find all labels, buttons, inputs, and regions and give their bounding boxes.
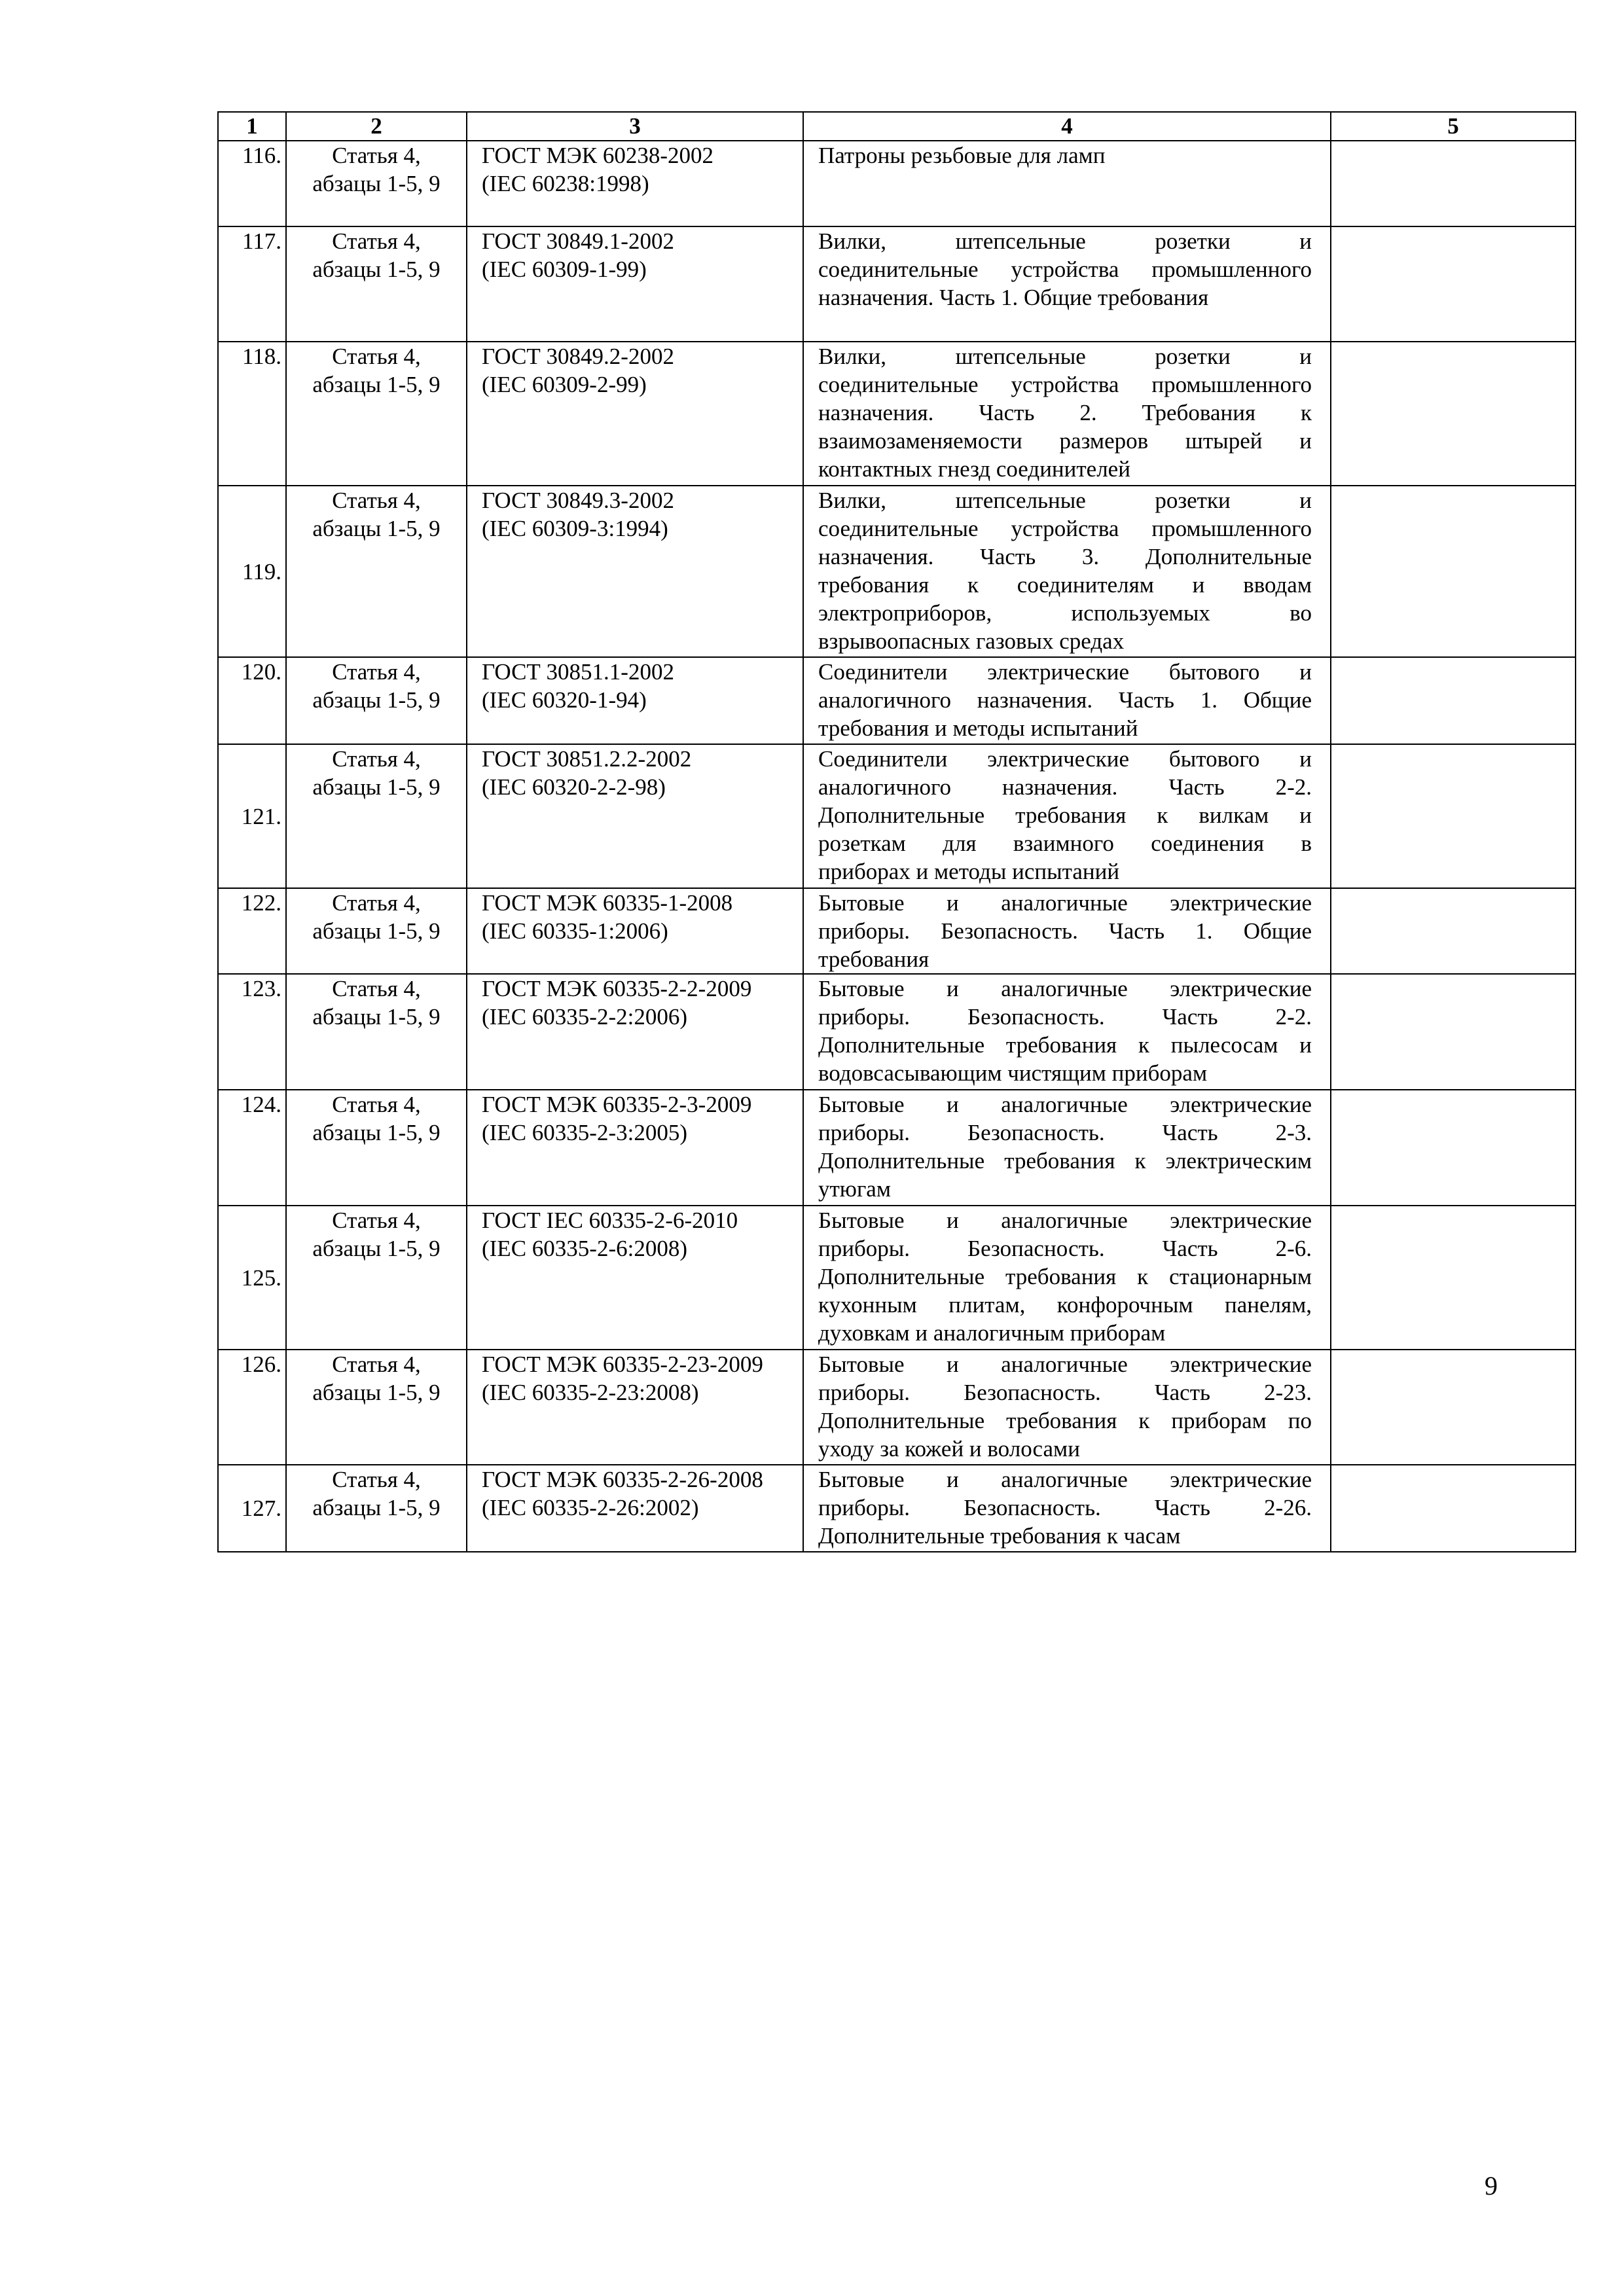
table-row: [218, 226, 1576, 342]
cell-line: Статья 4,: [332, 1352, 421, 1377]
row-number: 118.: [218, 342, 286, 486]
cell-line: (IEC 60335-2-6:2008): [482, 1236, 687, 1261]
article-cell: [286, 744, 467, 888]
cell-line: (IEC 60238:1998): [482, 171, 649, 196]
standard-cell: [467, 342, 803, 486]
article-cell: [286, 342, 467, 486]
cell-line: (IEC 60335-2-3:2005): [482, 1120, 687, 1145]
cell-line: Статья 4,: [332, 746, 421, 772]
cell-line: (IEC 60320-2-2-98): [482, 774, 666, 800]
cell-line: утюгам: [818, 1176, 891, 1202]
cell-line: требования: [818, 946, 929, 972]
page-number: 9: [1485, 2171, 1498, 2200]
standard-cell: [467, 1350, 803, 1465]
extra-cell: [1331, 888, 1576, 974]
row-number: 119.: [218, 486, 286, 657]
article-cell: [286, 974, 467, 1090]
cell-line: Статья 4,: [332, 976, 421, 1001]
table-row: [218, 974, 1576, 1090]
cell-line: аналогичного назначения. Часть 2-2.: [818, 774, 1312, 800]
standard-cell: [467, 141, 803, 226]
cell-line: (IEC 60309-2-99): [482, 372, 647, 397]
cell-line: Вилки, штепсельные розетки и: [818, 228, 1312, 254]
cell-line: (IEC 60335-2-23:2008): [482, 1380, 699, 1405]
cell-line: ГОСТ 30849.1-2002: [482, 228, 674, 254]
table-row: [218, 888, 1576, 974]
article-cell: [286, 141, 467, 226]
table-row: [218, 744, 1576, 888]
extra-cell: [1331, 1090, 1576, 1206]
cell-line: требования и методы испытаний: [818, 715, 1138, 741]
cell-line: взрывоопасных газовых средах: [818, 628, 1125, 654]
cell-line: Статья 4,: [332, 1467, 421, 1492]
title-cell: [803, 888, 1331, 974]
cell-line: ГОСТ МЭК 60238-2002: [482, 143, 714, 168]
title-cell: [803, 1206, 1331, 1350]
cell-line: Статья 4,: [332, 143, 421, 168]
article-cell: [286, 226, 467, 342]
header-col-5: 5: [1331, 112, 1576, 141]
cell-line: абзацы 1-5, 9: [312, 257, 441, 282]
row-number: 122.: [218, 888, 286, 974]
cell-line: Бытовые и аналогичные электрические: [818, 1352, 1312, 1377]
cell-line: назначения. Часть 1. Общие требования: [818, 285, 1209, 310]
header-col-2: 2: [286, 112, 467, 141]
article-cell: [286, 888, 467, 974]
cell-line: Вилки, штепсельные розетки и: [818, 344, 1312, 369]
title-cell: [803, 1465, 1331, 1552]
cell-line: ГОСТ МЭК 60335-1-2008: [482, 890, 733, 916]
cell-line: Статья 4,: [332, 1208, 421, 1233]
extra-cell: [1331, 974, 1576, 1090]
title-cell: [803, 744, 1331, 888]
article-cell: [286, 1090, 467, 1206]
cell-line: аналогичного назначения. Часть 1. Общие: [818, 687, 1312, 713]
cell-line: приборы. Безопасность. Часть 2-3.: [818, 1120, 1312, 1145]
cell-line: Дополнительные требования к часам: [818, 1523, 1181, 1549]
article-cell: [286, 1206, 467, 1350]
cell-line: Бытовые и аналогичные электрические: [818, 1092, 1312, 1117]
cell-line: требования к соединителям и вводам: [818, 572, 1312, 598]
standard-cell: [467, 657, 803, 744]
cell-line: приборы. Безопасность. Часть 2-26.: [818, 1495, 1312, 1520]
cell-line: абзацы 1-5, 9: [312, 1004, 441, 1030]
header-col-4: 4: [803, 112, 1331, 141]
cell-line: (IEC 60335-1:2006): [482, 918, 668, 944]
table-row: [218, 1090, 1576, 1206]
row-number: 125.: [218, 1206, 286, 1350]
title-cell: [803, 1350, 1331, 1465]
cell-line: (IEC 60309-3:1994): [482, 516, 668, 541]
cell-line: Соединители электрические бытового и: [818, 746, 1312, 772]
extra-cell: [1331, 1350, 1576, 1465]
title-cell: [803, 226, 1331, 342]
row-number: 126.: [218, 1350, 286, 1465]
cell-line: соединительные устройства промышленного: [818, 257, 1312, 282]
standard-cell: [467, 744, 803, 888]
cell-line: Соединители электрические бытового и: [818, 659, 1312, 685]
title-cell: [803, 974, 1331, 1090]
cell-line: ГОСТ МЭК 60335-2-3-2009: [482, 1092, 752, 1117]
cell-line: Бытовые и аналогичные электрические: [818, 1208, 1312, 1233]
standards-table: [217, 111, 1576, 1552]
cell-line: Бытовые и аналогичные электрические: [818, 890, 1312, 916]
cell-line: назначения. Часть 2. Требования к: [818, 400, 1312, 425]
cell-line: ГОСТ IEC 60335-2-6-2010: [482, 1208, 738, 1233]
cell-line: водовсасывающим чистящим приборам: [818, 1060, 1208, 1086]
cell-line: Статья 4,: [332, 488, 421, 513]
cell-line: духовкам и аналогичным приборам: [818, 1320, 1166, 1346]
cell-line: (IEC 60320-1-94): [482, 687, 647, 713]
cell-line: (IEC 60335-2-26:2002): [482, 1495, 699, 1520]
header-col-3: 3: [467, 112, 803, 141]
cell-line: розеткам для взаимного соединения в: [818, 831, 1312, 856]
cell-line: Дополнительные требования к вилкам и: [818, 802, 1312, 828]
cell-line: Дополнительные требования к электрическим: [818, 1148, 1312, 1174]
title-cell: [803, 657, 1331, 744]
cell-line: Статья 4,: [332, 890, 421, 916]
cell-line: ГОСТ 30849.3-2002: [482, 488, 674, 513]
title-cell: [803, 342, 1331, 486]
cell-line: приборах и методы испытаний: [818, 859, 1120, 884]
cell-line: абзацы 1-5, 9: [312, 171, 441, 196]
cell-line: соединительные устройства промышленного: [818, 516, 1312, 541]
cell-line: абзацы 1-5, 9: [312, 372, 441, 397]
cell-line: абзацы 1-5, 9: [312, 516, 441, 541]
cell-line: приборы. Безопасность. Часть 2-23.: [818, 1380, 1312, 1405]
cell-line: ГОСТ МЭК 60335-2-26-2008: [482, 1467, 763, 1492]
extra-cell: [1331, 1465, 1576, 1552]
cell-line: ГОСТ 30851.1-2002: [482, 659, 674, 685]
cell-line: ГОСТ 30851.2.2-2002: [482, 746, 692, 772]
standard-cell: [467, 974, 803, 1090]
row-number: 123.: [218, 974, 286, 1090]
article-cell: [286, 657, 467, 744]
table-row: [218, 1206, 1576, 1350]
row-number: 120.: [218, 657, 286, 744]
article-cell: [286, 1465, 467, 1552]
row-number: 124.: [218, 1090, 286, 1206]
extra-cell: [1331, 141, 1576, 226]
extra-cell: [1331, 657, 1576, 744]
cell-line: электроприборов, используемых во: [818, 600, 1312, 626]
title-cell: [803, 141, 1331, 226]
row-number: 117.: [218, 226, 286, 342]
header-col-1: 1: [218, 112, 286, 141]
cell-line: Бытовые и аналогичные электрические: [818, 1467, 1312, 1492]
extra-cell: [1331, 486, 1576, 657]
cell-line: абзацы 1-5, 9: [312, 687, 441, 713]
cell-line: взаимозаменяемости размеров штырей и: [818, 428, 1312, 454]
row-number: 127.: [218, 1465, 286, 1552]
table-row: [218, 657, 1576, 744]
title-cell: [803, 1090, 1331, 1206]
cell-line: ГОСТ 30849.2-2002: [482, 344, 674, 369]
extra-cell: [1331, 226, 1576, 342]
cell-line: уходу за кожей и волосами: [818, 1436, 1080, 1462]
cell-line: ГОСТ МЭК 60335-2-23-2009: [482, 1352, 763, 1377]
cell-line: (IEC 60335-2-2:2006): [482, 1004, 687, 1030]
extra-cell: [1331, 744, 1576, 888]
cell-line: Статья 4,: [332, 1092, 421, 1117]
table-row: [218, 141, 1576, 226]
extra-cell: [1331, 1206, 1576, 1350]
cell-line: Дополнительные требования к стационарным: [818, 1264, 1312, 1289]
standard-cell: [467, 1090, 803, 1206]
cell-line: соединительные устройства промышленного: [818, 372, 1312, 397]
standard-cell: [467, 1206, 803, 1350]
cell-line: абзацы 1-5, 9: [312, 774, 441, 800]
table-body: [218, 141, 1576, 1552]
cell-line: Бытовые и аналогичные электрические: [818, 976, 1312, 1001]
cell-line: (IEC 60309-1-99): [482, 257, 647, 282]
cell-line: приборы. Безопасность. Часть 2-6.: [818, 1236, 1312, 1261]
cell-line: ГОСТ МЭК 60335-2-2-2009: [482, 976, 752, 1001]
cell-line: Статья 4,: [332, 228, 421, 254]
row-number: 121.: [218, 744, 286, 888]
cell-line: абзацы 1-5, 9: [312, 1380, 441, 1405]
standard-cell: [467, 486, 803, 657]
article-cell: [286, 1350, 467, 1465]
title-cell: [803, 486, 1331, 657]
standard-cell: [467, 226, 803, 342]
standard-cell: [467, 1465, 803, 1552]
cell-line: Статья 4,: [332, 659, 421, 685]
cell-line: абзацы 1-5, 9: [312, 918, 441, 944]
cell-line: абзацы 1-5, 9: [312, 1495, 441, 1520]
cell-line: абзацы 1-5, 9: [312, 1120, 441, 1145]
article-cell: [286, 486, 467, 657]
cell-line: приборы. Безопасность. Часть 1. Общие: [818, 918, 1312, 944]
cell-line: контактных гнезд соединителей: [818, 456, 1130, 482]
cell-line: кухонным плитам, конфорочным панелям,: [818, 1292, 1312, 1318]
table-row: [218, 1465, 1576, 1552]
cell-line: Вилки, штепсельные розетки и: [818, 488, 1312, 513]
cell-line: абзацы 1-5, 9: [312, 1236, 441, 1261]
cell-line: Статья 4,: [332, 344, 421, 369]
cell-line: приборы. Безопасность. Часть 2-2.: [818, 1004, 1312, 1030]
header-row: [218, 112, 1576, 141]
table-header: [218, 112, 1576, 141]
row-number: 116.: [218, 141, 286, 226]
cell-line: назначения. Часть 3. Дополнительные: [818, 544, 1312, 569]
cell-line: Дополнительные требования к приборам по: [818, 1408, 1312, 1433]
table-row: [218, 342, 1576, 486]
extra-cell: [1331, 342, 1576, 486]
standard-cell: [467, 888, 803, 974]
table-row: [218, 486, 1576, 657]
cell-line: Дополнительные требования к пылесосам и: [818, 1032, 1312, 1058]
cell-line: Патроны резьбовые для ламп: [818, 143, 1106, 168]
table-row: [218, 1350, 1576, 1465]
